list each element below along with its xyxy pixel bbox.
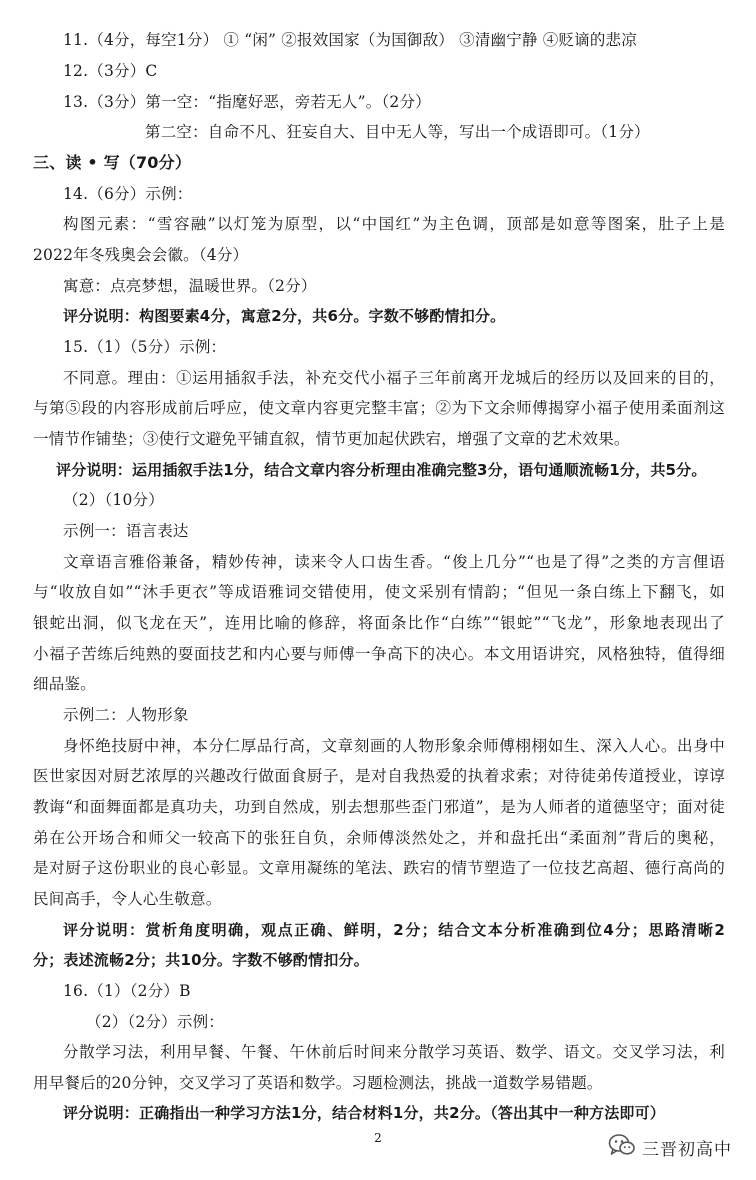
example-2-line: 身怀绝技厨中神，本分仁厚品行高，文章刻画的人物形象余师傅栩栩如生、深入人心。出身中 <box>63 737 725 755</box>
answer-15-2-heading: （2）（10分） <box>63 491 164 509</box>
watermark-text: 三晋初高中 <box>642 1139 732 1160</box>
answer-13-second: 第二空：自命不凡、狂妄自大、目中无人等，写出一个成语即可。（1分） <box>145 123 650 141</box>
answer-14-meaning: 寓意：点亮梦想，温暖世界。（2分） <box>63 277 317 295</box>
example-2-line: 是对厨子这份职业的良心彰显。文章用凝练的笔法、跌宕的情节塑造了一位技艺高超、德行高尚的 <box>33 859 725 877</box>
scoring-note-15-1: 评分说明：运用插叙手法1分，结合文章内容分析理由准确完整3分，语句通顺流畅1分，共5分。 <box>56 461 707 479</box>
scoring-note-16: 评分说明：正确指出一种学习方法1分，结合材料1分，共2分。（答出其中一种方法即可） <box>63 1104 666 1122</box>
answer-14-line: 2022年冬残奥会会徽。（4分） <box>33 246 249 264</box>
scoring-note-15-2: 分；表述流畅2分；共10分。字数不够酌情扣分。 <box>33 951 369 969</box>
answer-16-2-line: 用早餐后的20分钟，交叉学习了英语和数学。习题检测法，挑战一道数学易错题。 <box>33 1074 603 1092</box>
example-1-line: 小福子苦练后纯熟的耍面技艺和内心要与师傅一争高下的决心。本文用语讲究，风格独特，值得细 <box>33 645 725 663</box>
watermark <box>608 1132 732 1162</box>
answer-15-1-line: 不同意。理由：①运用插叙手法，补充交代小福子三年前离开龙城后的经历以及回来的目的， <box>63 369 725 387</box>
answer-16-2-heading: （2）（2分）示例： <box>86 1013 224 1031</box>
answer-13-first: 13.（3分）第一空：“指麾好恶，旁若无人”。（2分） <box>63 93 431 111</box>
scoring-note-14: 评分说明：构图要素4分，寓意2分，共6分。字数不够酌情扣分。 <box>63 307 506 325</box>
answer-16-2-line: 分散学习法，利用早餐、午餐、午休前后时间来分散学习英语、数学、语文。交叉学习法，利 <box>63 1043 725 1061</box>
example-1-line: 银蛇出洞，似飞龙在天”，连用比喻的修辞，将面条比作“白练”“银蛇”“飞龙”，形象地表现出了 <box>33 614 725 632</box>
answer-11: 11.（4分，每空1分） ① “闲” ②报效国家（为国御敌） ③清幽宁静 ④贬谪的悲凉 <box>63 31 637 49</box>
answer-16-1: 16.（1）（2分）B <box>63 982 191 1000</box>
answer-15-1-heading: 15.（1）（5分）示例： <box>63 338 227 356</box>
answer-15-1-line: 一情节作铺垫；③使行文避免平铺直叙，情节更加起伏跌宕，增强了文章的艺术效果。 <box>33 430 630 448</box>
example-2-line: 弟在公开场合和师父一较高下的张狂自负，余师傅淡然处之，并和盘托出“柔面剂”背后的奥秘， <box>33 829 725 847</box>
answer-15-1-line: 与第⑤段的内容形成前后呼应，使文章内容更完整丰富；②为下文余师傅揭穿小福子使用柔面剂这 <box>33 399 725 417</box>
answer-12: 12.（3分）C <box>63 62 158 80</box>
answer-14-line: 构图元素：“雪容融”以灯笼为原型，以“中国红”为主色调，顶部是如意等图案，肚子上是 <box>63 215 725 233</box>
wechat-icon <box>608 1133 636 1161</box>
example-1-line: 文章语言雅俗兼备，精妙传神，读来令人口齿生香。“俊上几分”“也是了得”之类的方言俚语 <box>63 553 725 571</box>
example-2-line: 教诲“和面舞面都是真功夫，功到自然成，别去想那些歪门邪道”，是为人师者的道德坚守；面对徒 <box>33 798 725 816</box>
answer-14-heading: 14.（6分）示例： <box>63 185 193 203</box>
example-2-line: 医世家因对厨艺浓厚的兴趣改行做面食厨子，是对自我热爱的执着求索；对待徒弟传道授业，谆谆 <box>33 767 725 785</box>
example-1-title: 示例一：语言表达 <box>63 522 189 540</box>
example-1-line: 与“收放自如”“沐手更衣”等成语雅词交错使用，使文采别有情韵；“但见一条白练上下翻飞，如 <box>33 583 725 601</box>
example-2-line: 民间高手，令人心生敬意。 <box>33 890 222 908</box>
example-2-title: 示例二：人物形象 <box>63 706 189 724</box>
scoring-note-15-2: 评分说明：赏析角度明确，观点正确、鲜明，2分；结合文本分析准确到位4分；思路清晰2 <box>63 921 725 939</box>
section-heading: 三、读 • 写（70分） <box>33 153 192 172</box>
example-1-line: 细品鉴。 <box>33 675 96 693</box>
page-number: 2 <box>374 1131 382 1145</box>
